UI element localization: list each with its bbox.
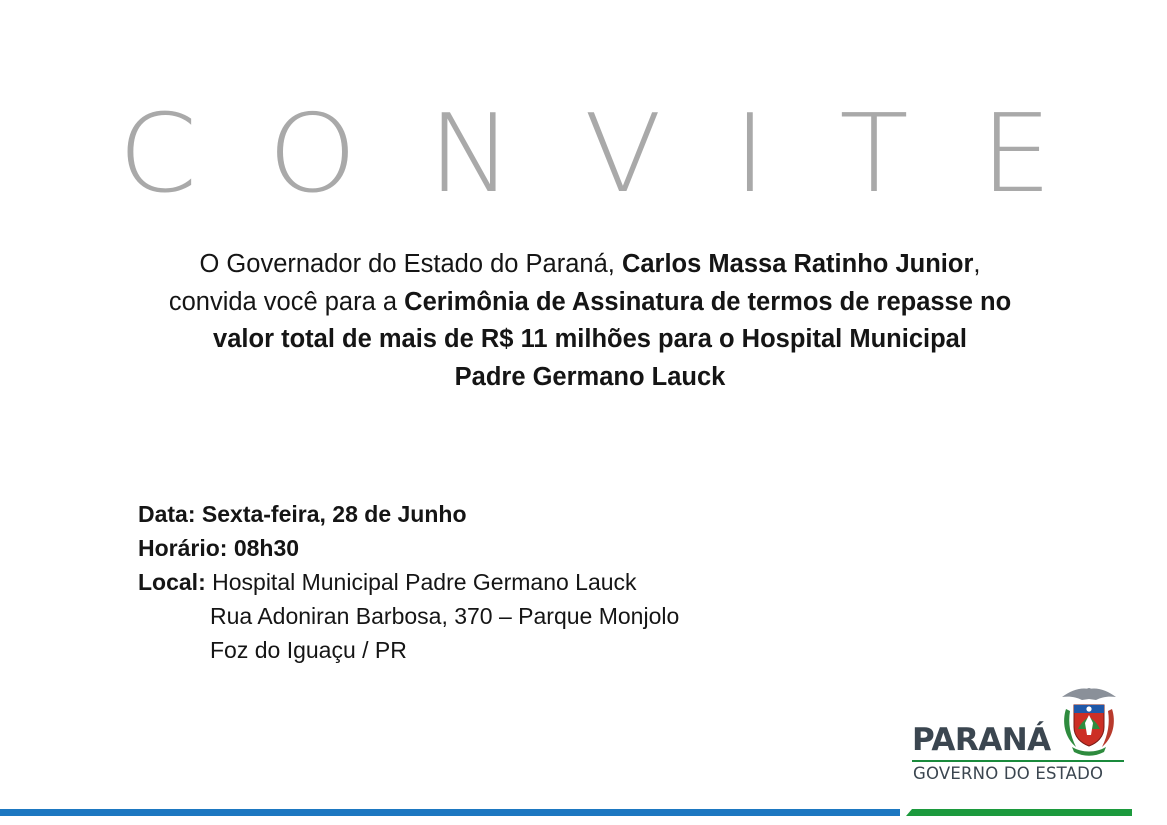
event-details [138, 497, 679, 667]
invitation-line-4 [120, 359, 1060, 397]
logo-subtitle: GOVERNO DO ESTADO [913, 764, 1104, 783]
title-letter: I [733, 92, 767, 217]
event-time-text: Horário: 08h30 [138, 535, 300, 561]
footer-blue-bar [0, 809, 900, 816]
invitation-paragraph [120, 246, 1060, 396]
event-date-text: Data: Sexta-feira, 28 de Junho [138, 501, 467, 527]
parana-coat-of-arms-icon [1058, 685, 1120, 759]
invitation-line-2 [120, 284, 1060, 322]
invitation-line-3 [120, 321, 1060, 359]
invitation-line-1 [120, 246, 1060, 284]
event-time [138, 531, 679, 565]
event-title-line-1: Cerimônia de Assinatura de termos de repasse no [404, 287, 1012, 316]
title-letter: T [839, 92, 909, 217]
convite-title [118, 92, 1052, 217]
footer-green-bar [906, 809, 1132, 816]
governor-name: Carlos Massa Ratinho Junior [621, 250, 974, 278]
event-location [138, 565, 679, 599]
title-letter: N [428, 92, 513, 217]
title-letter: V [583, 92, 662, 217]
location-label: Local: [138, 569, 206, 595]
event-date [138, 497, 679, 531]
logo-wordmark: PARANÁ [912, 722, 1051, 758]
title-letter: O [268, 92, 358, 217]
location-city: Foz do Iguaçu / PR [210, 637, 407, 663]
logo-divider [912, 760, 1124, 762]
title-letter: C [118, 92, 198, 217]
invitation-invites: convida você para a [168, 287, 405, 316]
title-letter: E [980, 92, 1052, 217]
location-address: Rua Adoniran Barbosa, 370 – Parque Monjolo [210, 603, 680, 629]
invitation-intro: O Governador do Estado do Paraná, [199, 250, 622, 278]
location-venue: Hospital Municipal Padre Germano Lauck [205, 569, 637, 595]
invitation-comma: , [973, 250, 981, 278]
parana-government-logo [910, 685, 1130, 790]
event-title-line-2: valor total de mais de R$ 11 milhões para o Hospital Municipal [213, 325, 967, 353]
event-title-line-3: Padre Germano Lauck [454, 362, 726, 391]
